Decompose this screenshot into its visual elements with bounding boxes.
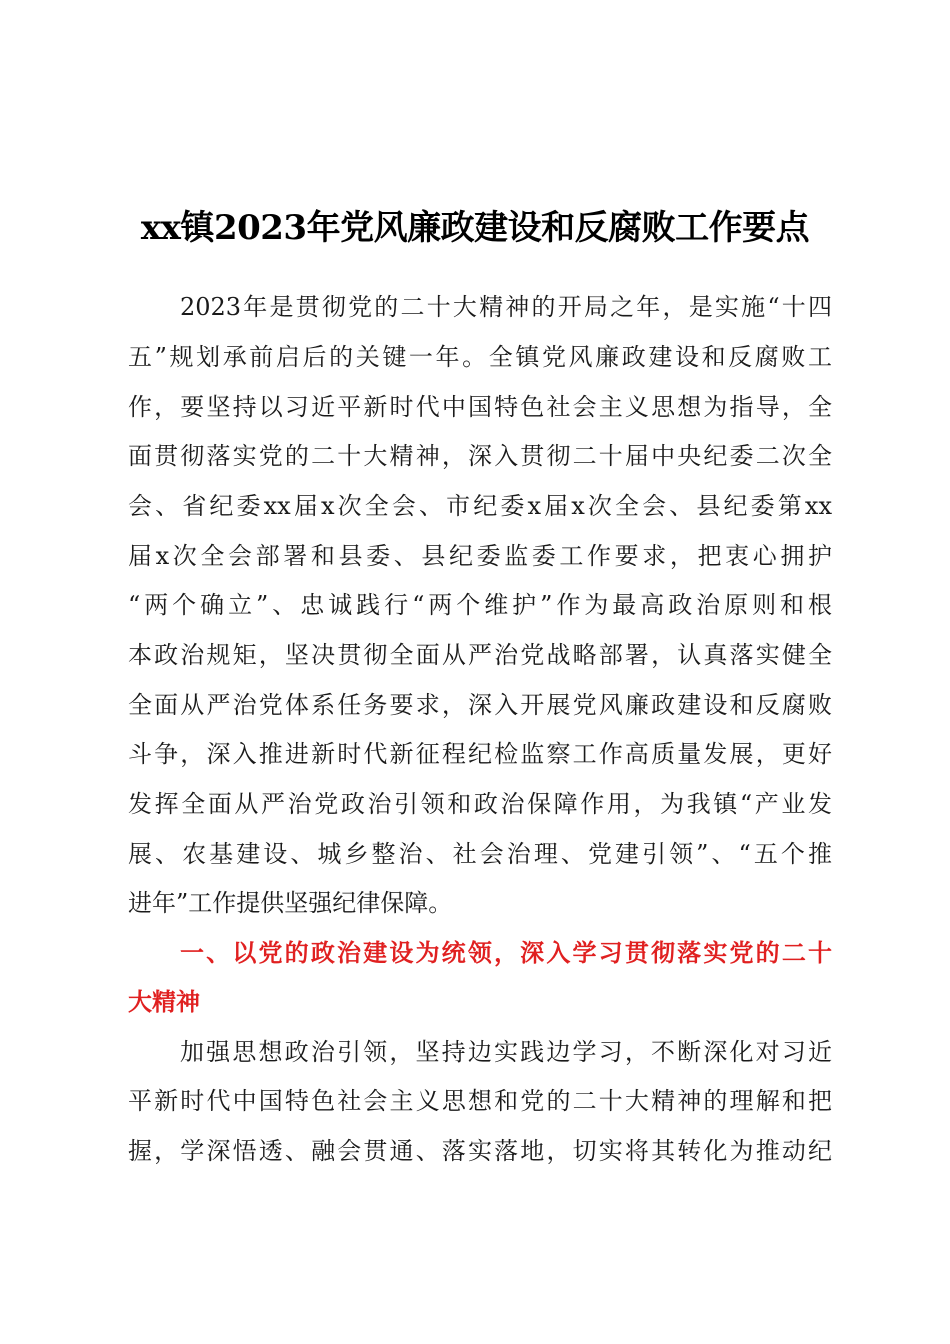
intro-line: “两个确立”、忠诚践行“两个维护”作为最高政治原则和根 bbox=[128, 591, 832, 619]
section-heading-line: 一、以党的政治建设为统领，深入学习贯彻落实党的二十 bbox=[180, 939, 832, 967]
intro-line: 2023年是贯彻党的二十大精神的开局之年，是实施“十四 bbox=[180, 293, 832, 321]
intro-line: 作，要坚持以习近平新时代中国特色社会主义思想为指导，全 bbox=[128, 393, 832, 421]
intro-line: 面贯彻落实党的二十大精神，深入贯彻二十届中央纪委二次全 bbox=[128, 442, 832, 470]
section-body-line: 加强思想政治引领，坚持边实践边学习，不断深化对习近 bbox=[180, 1038, 832, 1066]
section-body-line: 平新时代中国特色社会主义思想和党的二十大精神的理解和把 bbox=[128, 1087, 832, 1115]
intro-line: 全面从严治党体系任务要求，深入开展党风廉政建设和反腐败 bbox=[128, 691, 832, 719]
intro-line: 届x次全会部署和县委、县纪委监委工作要求，把衷心拥护 bbox=[128, 542, 832, 570]
intro-line: 发挥全面从严治党政治引领和政治保障作用，为我镇“产业发 bbox=[128, 790, 832, 818]
section-heading-line: 大精神 bbox=[128, 988, 200, 1016]
intro-line: 进年”工作提供坚强纪律保障。 bbox=[128, 889, 453, 917]
intro-line: 五”规划承前启后的关键一年。全镇党风廉政建设和反腐败工 bbox=[128, 343, 832, 371]
intro-line: 展、农基建设、城乡整治、社会治理、党建引领”、“五个推 bbox=[128, 840, 832, 868]
section-body-line: 握，学深悟透、融会贯通、落实落地，切实将其转化为推动纪 bbox=[128, 1137, 832, 1165]
intro-line: 会、省纪委xx届x次全会、市纪委x届x次全会、县纪委第xx bbox=[128, 492, 832, 520]
intro-line: 斗争，深入推进新时代新征程纪检监察工作高质量发展，更好 bbox=[128, 740, 832, 768]
intro-line: 本政治规矩，坚决贯彻全面从严治党战略部署，认真落实健全 bbox=[128, 641, 832, 669]
document-title: xx镇2023年党风廉政建设和反腐败工作要点 bbox=[140, 208, 810, 248]
